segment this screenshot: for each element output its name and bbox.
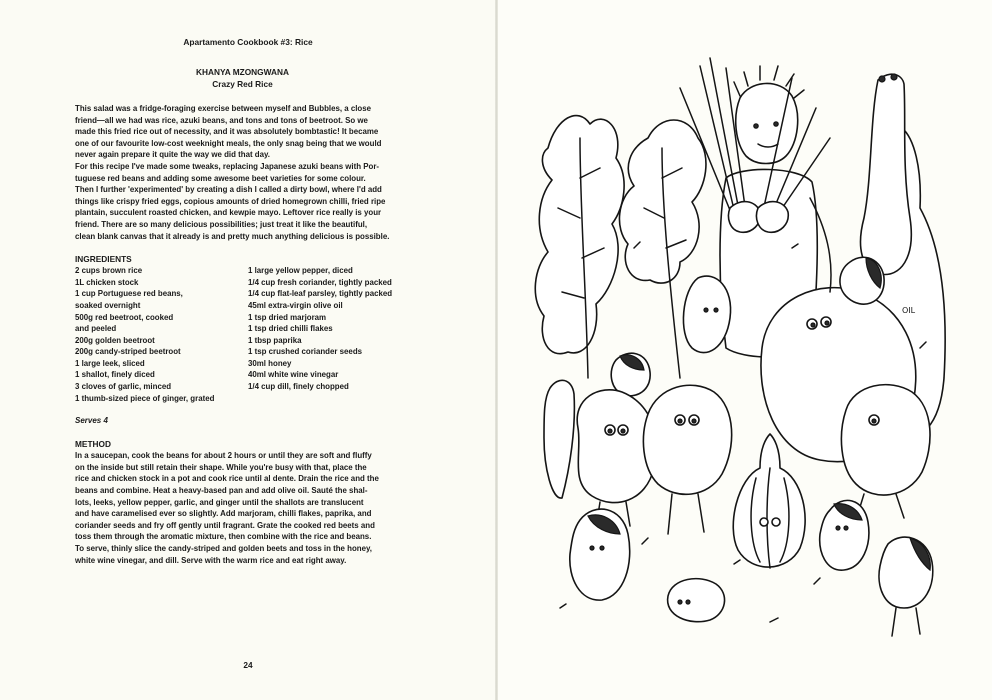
ingredients-heading: INGREDIENTS [75,254,132,265]
recipe-author: KHANYA MZONGWANA [196,67,289,77]
method-line: In a saucepan, cook the beans for about 2 hours or until they are soft and fluffy [75,451,372,461]
method-line: lots, leeks, yellow pepper, garlic, and ginger until the shallots are translucent [75,497,364,507]
intro-line: friend—all we had was rice, azuki beans, and tons and tons of beetroot. So we [75,115,368,125]
intro-line: For this recipe I've made some tweaks, replacing Japanese azuki beans with Por- [75,161,380,171]
ingredient-line: 1 large leek, sliced [75,358,145,368]
recipe-intro [75,103,410,242]
method-line: on the inside but still retain their shape. While you're busy with that, place the [75,462,367,472]
oil-label: OIL [902,306,916,315]
garlic-bulb [733,434,805,568]
ingredient-line: 1/4 cup flat-leaf parsley, tightly packed [248,289,393,299]
ingredient-line: 30ml honey [248,358,292,368]
intro-line: clean blank canvas that it already is and pretty much anything delicious is possible. [75,231,390,241]
ingredient-line: 1 shallot, finely diced [75,370,155,380]
page-number: 24 [243,660,253,670]
method-line: To serve, thinly slice the candy-striped and golden beets and toss in the honey, [75,544,372,553]
ingredient-line: 1/4 cup dill, finely chopped [248,382,349,392]
ingredient-line: 3 cloves of garlic, minced [75,382,172,392]
method-line: rice and chicken stock in a pot and cook rice until al dente. Drain the rice and the [75,474,379,484]
intro-line: made this fried rice out of necessity, and it was absolutely bombtastic! It became [75,127,379,137]
intro-line: things like crispy fried eggs, copious amounts of dried homegrown chilli, fried ripe [75,196,386,206]
bean-bottom-centre [668,579,725,622]
bean-far-right [879,537,933,636]
method-line: coriander seeds and fry off gently until fragrant. Grate the cooked red beets and [75,520,375,530]
recipe-title: Crazy Red Rice [212,79,273,89]
method-text [75,450,410,566]
ingredient-line: 200g golden beetroot [75,335,155,345]
bean-under-person [683,276,730,352]
ingredient-line: 1/4 cup fresh coriander, tightly packed [248,277,392,287]
ingredients-left-column [75,265,248,404]
intro-line: tuguese red beans and adding some awesome beet varieties for some colour. [75,173,366,183]
intro-line: This salad was a fridge-foraging exercise between myself and Bubbles, a close [75,104,371,113]
ingredient-line: 1 tsp crushed coriander seeds [248,347,363,357]
ingredient-line: and peeled [75,324,117,334]
ingredient-line: 500g red beetroot, cooked [75,312,174,322]
ingredient-line: 1 tsp dried chilli flakes [248,324,333,334]
ingredient-line: 2 cups brown rice [75,266,143,276]
ingredient-line: 1 tsp dried marjoram [248,312,327,322]
method-line: toss them through the aromatic mixture, then combine with the rice and beans. [75,532,372,542]
gourd [861,74,912,275]
ingredient-line: 1L chicken stock [75,277,139,287]
intro-line: Then I further 'experimented' by creating a dish I called a dirty bowl, where I'd add [75,185,382,195]
bean-bottom-left [570,509,630,600]
ingredient-line: 45ml extra-virgin olive oil [248,300,343,310]
beetroot-right [841,385,930,520]
method-line: white wine vinegar, and dill. Serve with the warm rice and eat right away. [75,555,347,565]
ingredient-line: soaked overnight [75,300,141,310]
ingredient-line: 40ml white wine vinegar [248,370,339,380]
bean-top-right [840,257,884,304]
bean-mid-left [611,353,650,395]
intro-line: plantain, succulent roasted chicken, and kewpie mayo. Leftover rice really is your [75,208,382,218]
small-figure-left [544,380,574,498]
ingredient-line: 1 tbsp paprika [248,335,302,345]
ingredients-right-column [248,265,410,404]
intro-line: one of our favourite low-cost weeknight meals, the only snag being that we would [75,138,382,148]
bean-bottom-right [820,500,869,570]
running-head: Apartamento Cookbook #3: Rice [183,37,313,47]
beet-leaves-left [535,116,706,378]
method-line: beans and combine. Heat a heavy-based pan and add olive oil. Sauté the shal- [75,486,368,496]
method-heading: METHOD [75,439,111,450]
serves-note: Serves 4 [75,416,108,426]
vegetable-illustration [530,48,960,648]
ingredient-line: 1 thumb-sized piece of ginger, grated [75,393,215,403]
intro-line: friend. There are so many delicious possibilities; just treat it like the beautiful, [75,219,368,229]
ingredient-line: 1 cup Portuguese red beans, [75,289,183,299]
beetroot-centre [643,385,731,534]
recipe-column [75,66,410,566]
intro-line: never again prepare it quite the way we did that day. [75,150,270,160]
ingredient-line: 1 large yellow pepper, diced [248,266,353,276]
method-line: and have caramelised ever so slightly. Add marjoram, chilli flakes, paprika, and [75,509,372,519]
ingredients-list [75,265,410,404]
ingredient-line: 200g candy-striped beetroot [75,347,181,357]
